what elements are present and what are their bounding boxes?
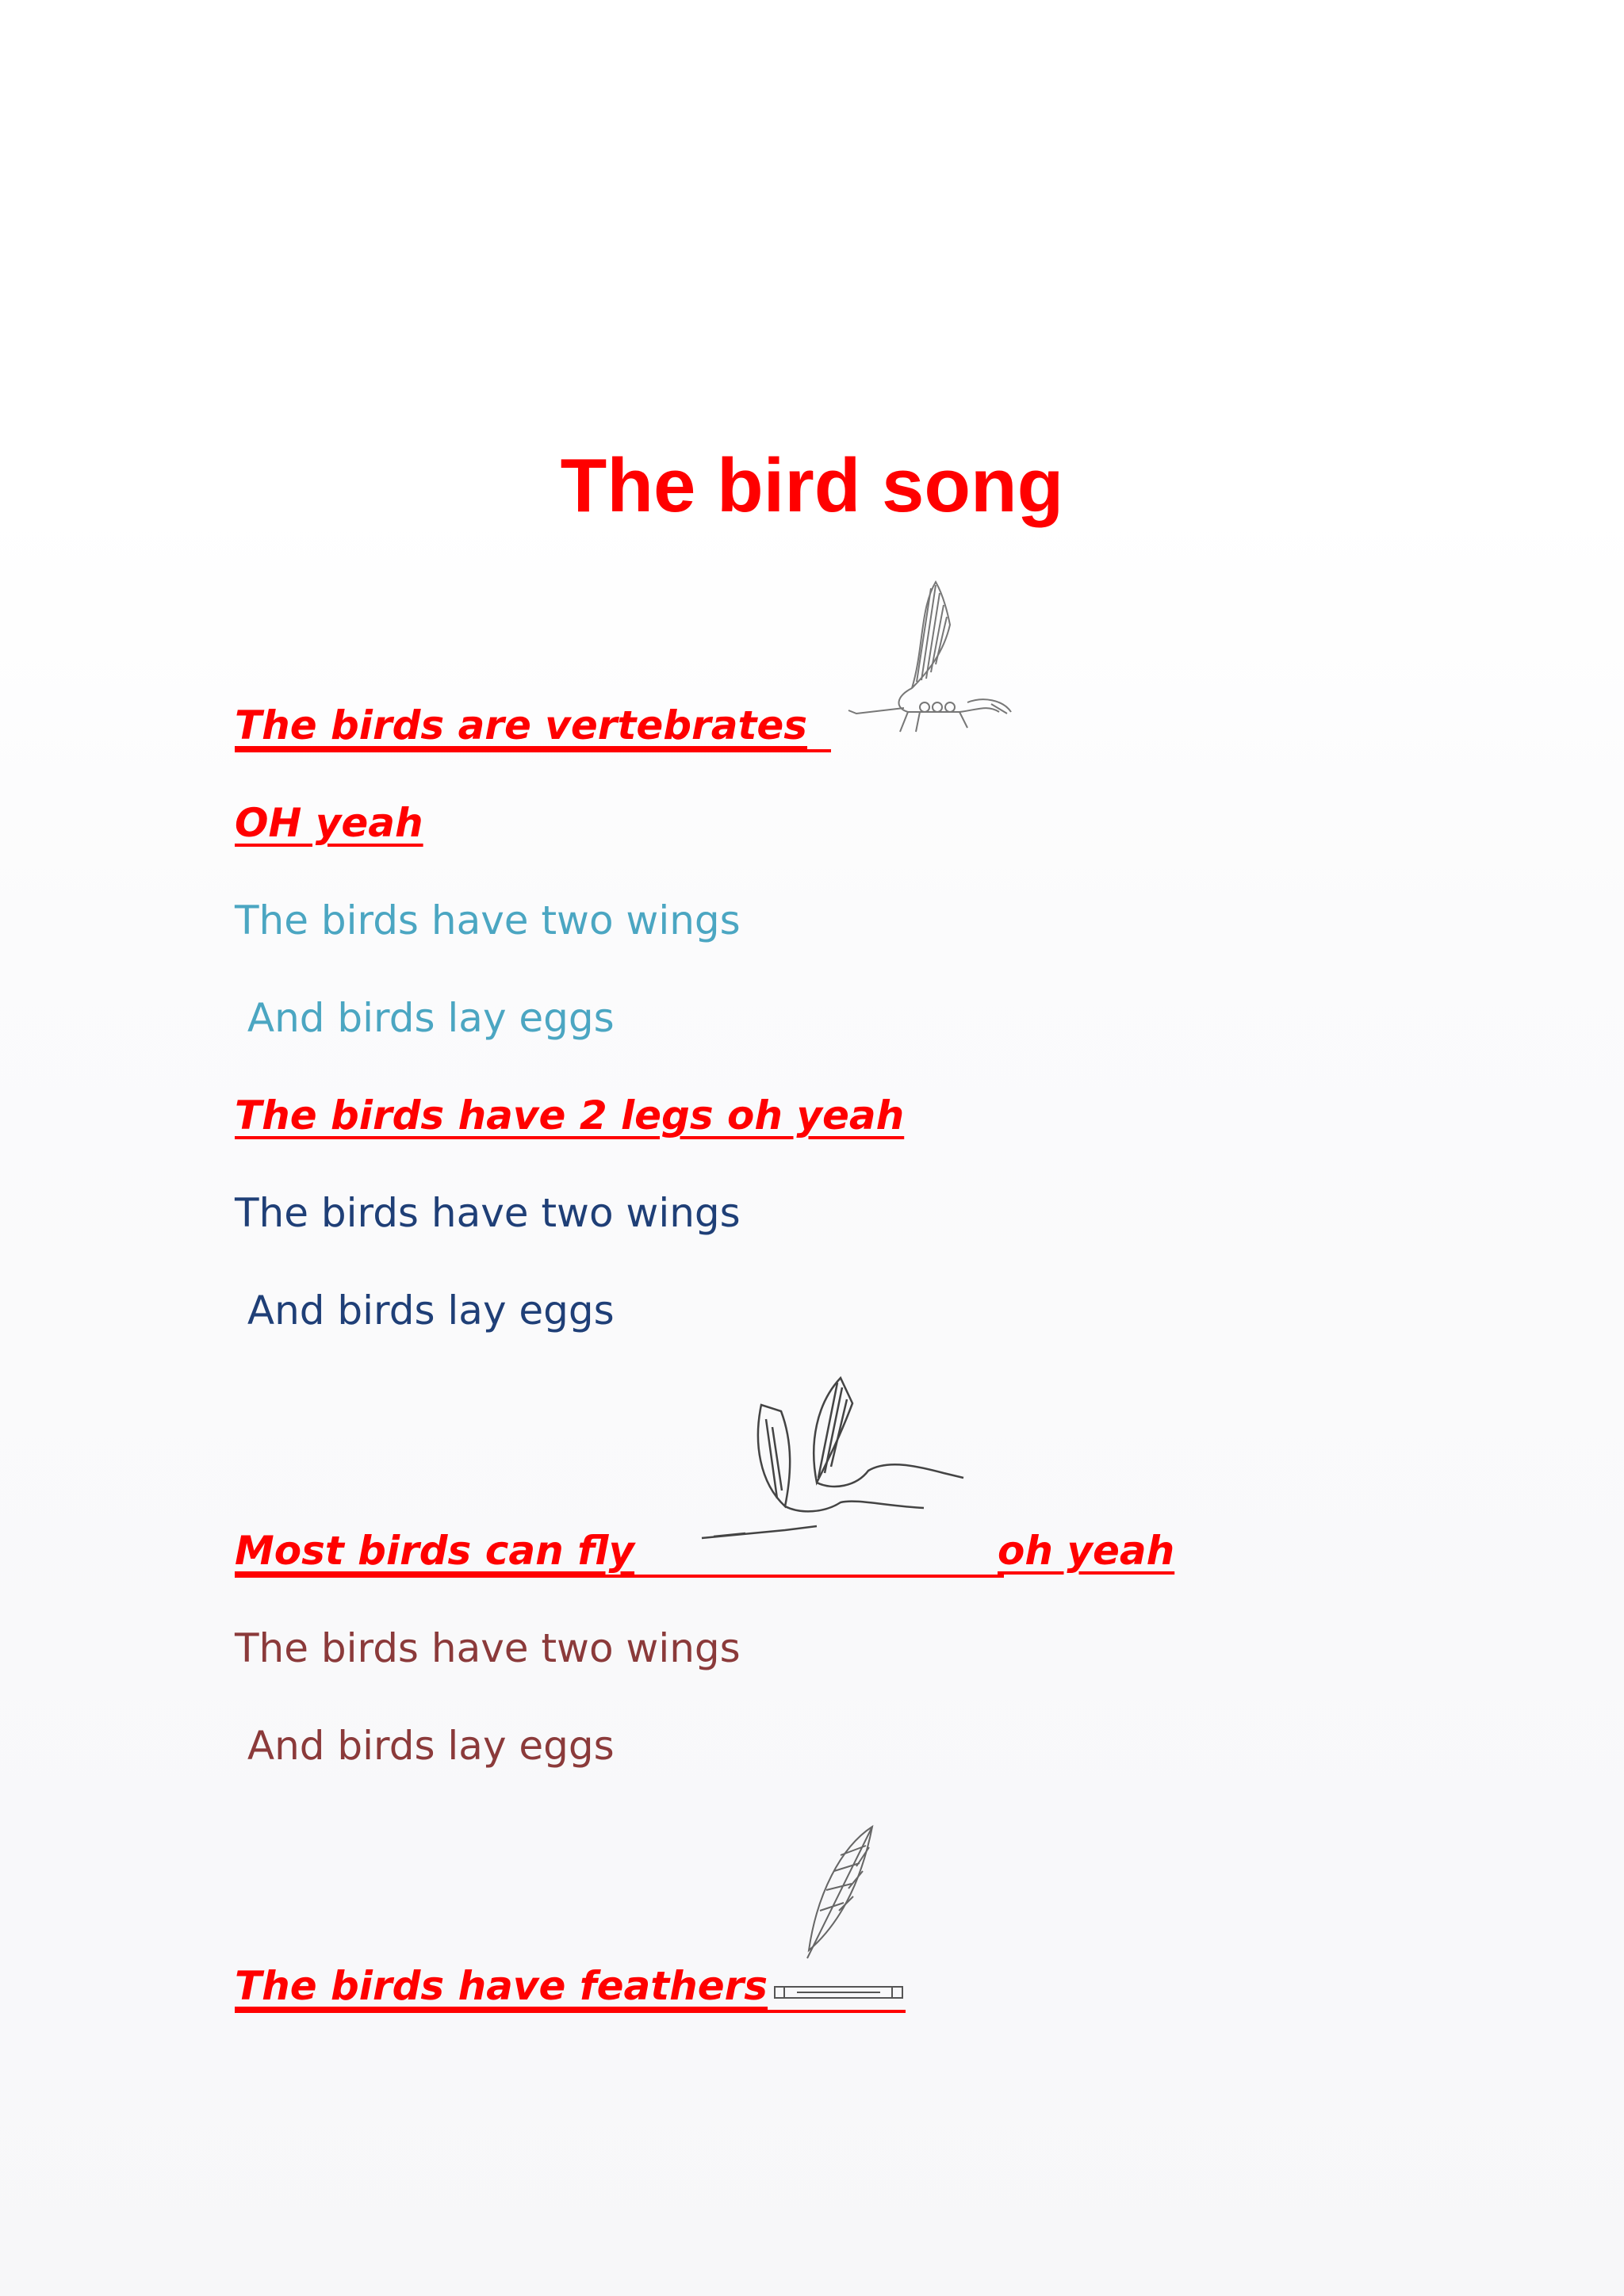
underline-rule (235, 2010, 906, 2013)
lyric-line-feathers: The birds have feathers (235, 1963, 768, 2009)
lyric-line-lay-eggs: And birds lay eggs (235, 995, 615, 1041)
lyric-line-vertebrates: The birds are vertebrates (235, 702, 808, 748)
bird-skeleton-icon (848, 577, 1015, 744)
underline-rule (235, 1575, 1004, 1578)
lyric-line-lay-eggs: And birds lay eggs (235, 1723, 615, 1769)
lyric-line-two-wings: The birds have two wings (235, 1190, 741, 1236)
flying-herons-icon (698, 1372, 999, 1554)
lyric-line-oh-yeah: OH yeah (235, 800, 423, 846)
lyric-line-two-wings: The birds have two wings (235, 897, 741, 943)
feather-icon (793, 1823, 888, 1974)
lyric-line-two-wings: The birds have two wings (235, 1625, 741, 1671)
lyric-line-two-legs: The birds have 2 legs oh yeah (235, 1093, 905, 1138)
ruler-icon (773, 1982, 904, 2003)
underline-rule (235, 749, 831, 752)
lyric-line-can-fly: Most birds can fly (235, 1528, 635, 1574)
lyric-line-lay-eggs: And birds lay eggs (235, 1288, 615, 1334)
page-title: The bird song (560, 443, 1064, 528)
lyric-line-oh-yeah-end: oh yeah (998, 1528, 1175, 1574)
